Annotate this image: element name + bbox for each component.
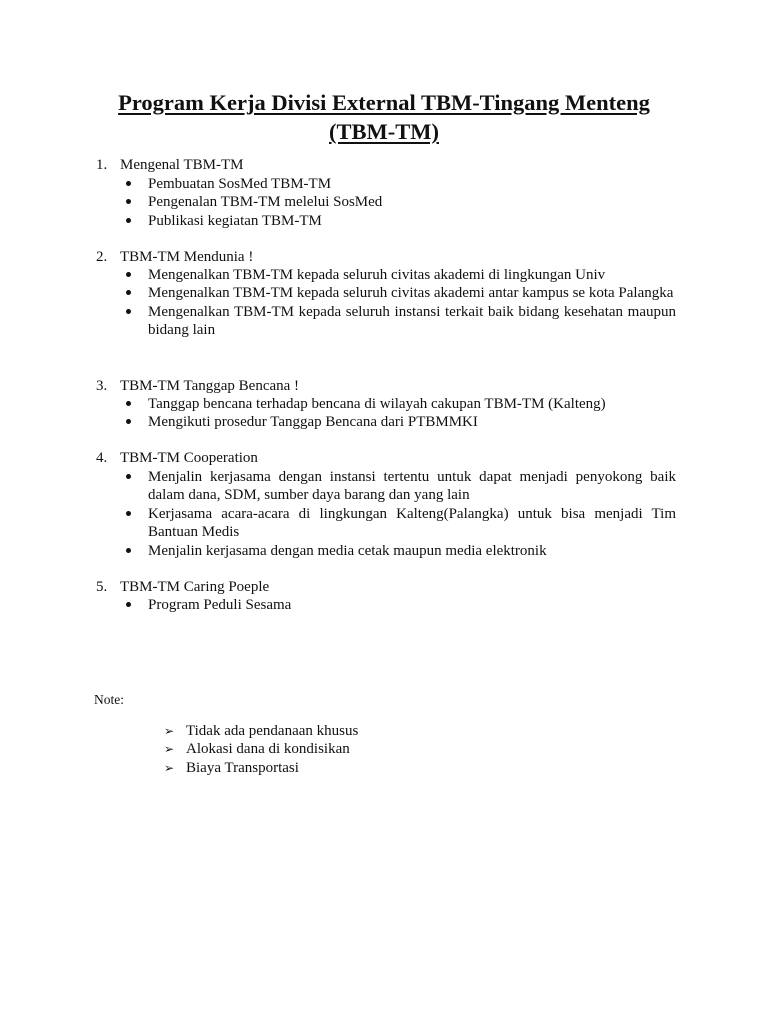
list-item: Pembuatan SosMed TBM-TM bbox=[96, 175, 676, 193]
title-line-2: (TBM-TM) bbox=[329, 119, 439, 144]
section-3-list bbox=[96, 395, 676, 432]
section-3-number: 3. bbox=[96, 378, 108, 394]
section-4-heading bbox=[96, 449, 676, 467]
list-item: Pengenalan TBM-TM melelui SosMed bbox=[96, 193, 676, 211]
list-item: Publikasi kegiatan TBM-TM bbox=[96, 212, 676, 230]
bullet-icon bbox=[126, 272, 131, 277]
bullet-icon bbox=[126, 548, 131, 553]
note-label: Note: bbox=[94, 692, 124, 707]
bullet-icon bbox=[126, 218, 131, 223]
section-2-heading bbox=[96, 248, 676, 266]
arrow-bullet-icon: ➢ bbox=[164, 760, 175, 775]
section-2-list bbox=[96, 266, 676, 340]
list-item: Tanggap bencana terhadap bencana di wilayah cakupan TBM-TM (Kalteng) bbox=[96, 395, 676, 413]
section-3-heading bbox=[96, 377, 676, 395]
list-item: Mengenalkan TBM-TM kepada seluruh instansi terkait baik bidang kesehatan maupun bidang lain bbox=[96, 303, 676, 340]
title-line-1: Program Kerja Divisi External TBM-Tingang Menteng bbox=[118, 90, 650, 115]
arrow-bullet-icon: ➢ bbox=[164, 724, 175, 738]
section-4-title: TBM-TM Cooperation bbox=[120, 450, 258, 466]
section-2-number: 2. bbox=[96, 249, 108, 265]
bullet-icon bbox=[126, 511, 131, 516]
note-item: ➢ Tidak ada pendanaan khusus bbox=[164, 723, 359, 739]
section-3-title: TBM-TM Tanggap Bencana ! bbox=[120, 378, 300, 394]
section-4-number: 4. bbox=[96, 450, 108, 466]
arrow-bullet-icon: ➢ bbox=[164, 742, 175, 757]
section-2-title: TBM-TM Mendunia ! bbox=[120, 249, 254, 265]
list-item: Menjalin kerjasama dengan instansi tertentu untuk dapat menjadi penyokong baik dalam dana, SDM, sumber daya barang dan yang lain bbox=[96, 468, 676, 505]
bullet-icon bbox=[126, 401, 131, 406]
note-item: ➢ Alokasi dana di kondisikan bbox=[164, 741, 350, 758]
list-item: Mengenalkan TBM-TM kepada seluruh civitas akademi di lingkungan Univ bbox=[96, 266, 676, 284]
section-5-title: TBM-TM Caring Poeple bbox=[120, 579, 270, 595]
section-4-list bbox=[96, 468, 676, 560]
bullet-icon bbox=[126, 181, 131, 186]
list-item: Mengikuti prosedur Tanggap Bencana dari PTBMMKI bbox=[96, 413, 676, 431]
note-item: ➢ Biaya Transportasi bbox=[164, 759, 299, 776]
section-1-heading bbox=[96, 156, 676, 174]
list-item: Program Peduli Sesama bbox=[96, 596, 676, 614]
document-title bbox=[90, 88, 678, 146]
section-1-number: 1. bbox=[96, 157, 108, 173]
bullet-icon bbox=[126, 602, 131, 607]
bullet-icon bbox=[126, 419, 131, 424]
bullet-icon bbox=[126, 199, 131, 204]
list-item: Mengenalkan TBM-TM kepada seluruh civitas akademi antar kampus se kota Palangka bbox=[96, 284, 676, 302]
list-item: Kerjasama acara-acara di lingkungan Kalteng(Palangka) untuk bisa menjadi Tim Bantuan Medis bbox=[96, 505, 676, 542]
bullet-icon bbox=[126, 309, 131, 314]
section-1-title: Mengenal TBM-TM bbox=[120, 157, 244, 173]
bullet-icon bbox=[126, 474, 131, 479]
section-5-number: 5. bbox=[96, 579, 108, 595]
section-5-list bbox=[96, 596, 676, 614]
section-5-heading bbox=[96, 578, 676, 596]
note-list bbox=[164, 722, 358, 777]
list-item: Menjalin kerjasama dengan media cetak maupun media elektronik bbox=[96, 542, 676, 560]
bullet-icon bbox=[126, 290, 131, 295]
section-1-list bbox=[96, 175, 676, 230]
